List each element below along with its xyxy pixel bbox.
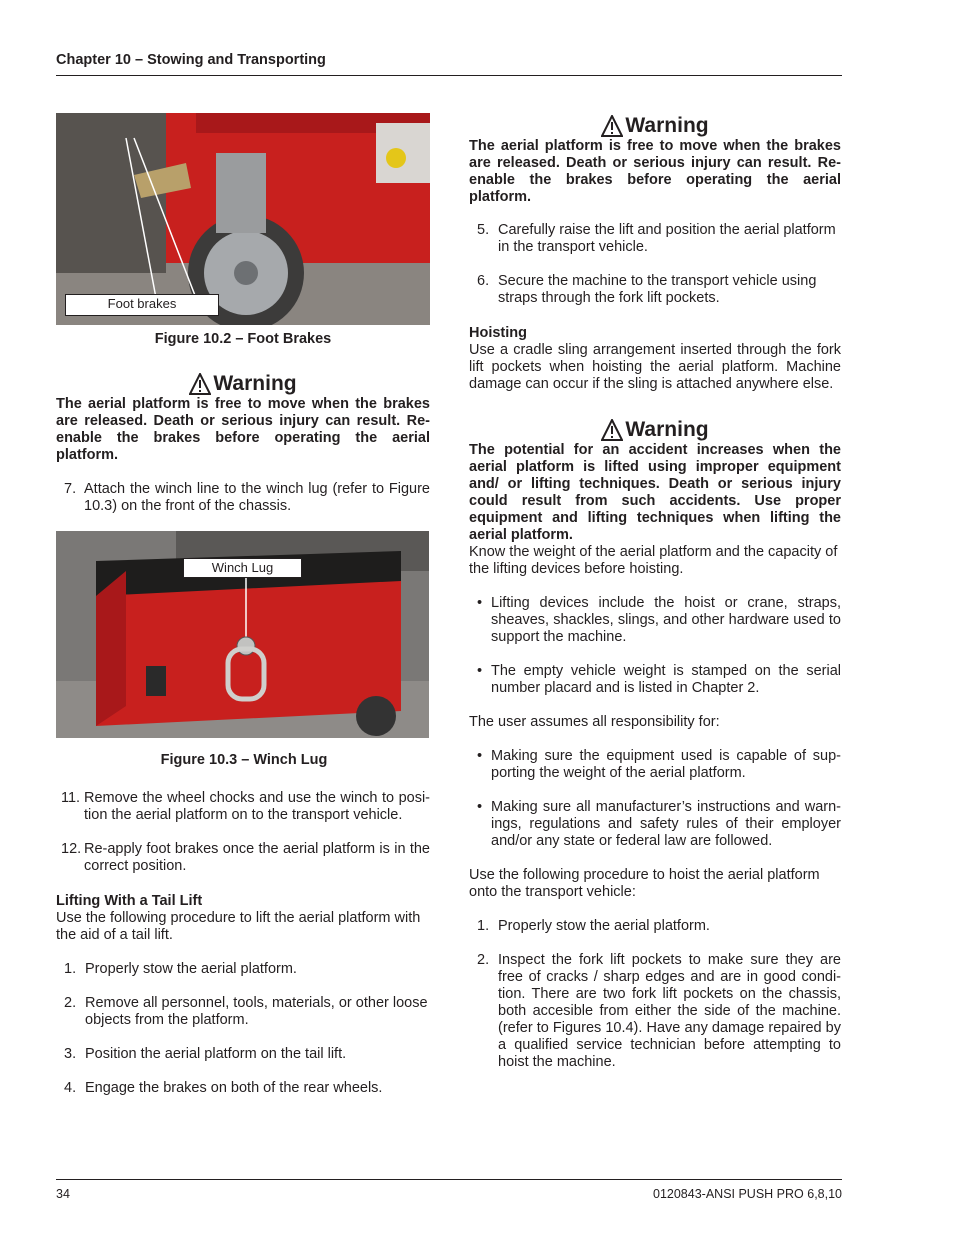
warning-triangle-icon [189,373,211,395]
steps-11-12 [56,790,430,875]
step-7: 7. Attach the winch line to the winch lug (refer to Figure 10.3) on the front of the chassis. [64,481,430,514]
footer-rule [56,1179,842,1180]
tail-lift-intro: Use the following procedure to lift the aerial platform with the aid of a tail lift. [56,910,421,943]
step-5: 5. Carefully raise the lift and position the aerial platform in the transport vehicle. [477,222,836,255]
page-number: 34 [56,1187,70,1201]
warning-block-3 [469,418,841,544]
foot-brakes-callout: Foot brakes [65,294,219,316]
bullet-item: • Making sure the equipment used is capable of sup-porting the weight of the aerial platform. [477,748,841,781]
warning-title: Warning [56,372,430,396]
warning-triangle-icon [601,115,623,137]
hoisting-text: Use a cradle sling arrangement inserted through the fork lift pockets when hoisting the aerial platform. Machine damage can occur if the sling is attached anywhere else. [469,342,841,392]
warning-body: The aerial platform is free to move when the brakes are released. Death or serious injury can result. Re-enable the brakes before operating the aerial platform. [469,138,841,205]
hoisting-details [469,544,841,1071]
tail-lift-step-2: 2. Remove all personnel, tools, materials, or other loose objects from the platform. [64,995,428,1028]
hoist-step-1: 1. Properly stow the aerial platform. [477,918,710,934]
warning-title: Warning [469,114,841,138]
winch-lug-callout: Winch Lug [183,558,302,578]
warning-body: The aerial platform is free to move when the brakes are released. Death or serious injury can result. Re-enable the brakes before operating the aerial platform. [56,396,430,463]
chapter-header: Chapter 10 – Stowing and Transporting [56,52,326,68]
hoist-intro-text: Use the following procedure to hoist the aerial platform onto the transport vehicle: [469,867,820,900]
header-rule [56,75,842,76]
tail-lift-step-1: 1. Properly stow the aerial platform. [64,961,297,977]
know-weight-text: Know the weight of the aerial platform and the capacity of the lifting devices before hoisting. [469,544,838,577]
tail-lift-step-3: 3. Position the aerial platform on the tail lift. [64,1046,347,1062]
step-6: 6. Secure the machine to the transport vehicle using straps through the fork lift pockets. [477,273,817,306]
bullet-item: • The empty vehicle weight is stamped on the serial number placard and is listed in Chapter 2. [477,663,841,696]
right-steps [469,222,841,307]
warning-block-2 [469,114,841,206]
warning-triangle-icon [601,419,623,441]
responsibility-text: The user assumes all responsibility for: [469,714,720,730]
figure-10-3-caption: Figure 10.3 – Winch Lug [160,752,328,768]
warning-block-1 [56,372,430,464]
document-id: 0120843-ANSI PUSH PRO 6,8,10 [653,1187,842,1201]
step-11: 11. Remove the wheel chocks and use the winch to posi-tion the aerial platform on to the transport vehicle. [61,790,430,823]
hoisting-heading: Hoisting [469,325,527,341]
bullet-item: • Lifting devices include the hoist or crane, straps, sheaves, shackles, slings, and other hardware used to support the machine. [477,595,841,645]
foot-brakes-photo [56,113,430,325]
bullet-item: • Making sure all manufacturer’s instructions and warn-ings, regulations and safety rules of their employer and/or any state or federal law are followed. [477,799,841,849]
figure-10-2-caption: Figure 10.2 – Foot Brakes [154,331,332,347]
warning-title: Warning [469,418,841,442]
tail-lift-heading: Lifting With a Tail Lift [56,893,203,909]
tail-lift-section [56,893,430,1097]
step-12: 12. Re-apply foot brakes once the aerial platform is in the correct position. [61,841,430,874]
winch-lug-photo [56,531,429,738]
hoisting-section [469,325,841,393]
warning-body: The potential for an accident increases when the aerial platform is lifted using improper equipment and/ or lifting techniques. Death or serious injury could result from such accidents. Use proper equipment and lifting techniques when lifting the aerial platform. [469,442,841,543]
tail-lift-step-4: 4. Engage the brakes on both of the rear wheels. [64,1080,383,1096]
hoist-step-2: 2. Inspect the fork lift pockets to make sure they are free of cracks / sharp edges and are in good condi-tion. There are two fork lift pockets on the chassis, both accesible from either the side of the machine. (refer to Figures 10.4). Have any damage repaired by a qualified service technician before attempting to hoist the machine. [477,952,841,1070]
